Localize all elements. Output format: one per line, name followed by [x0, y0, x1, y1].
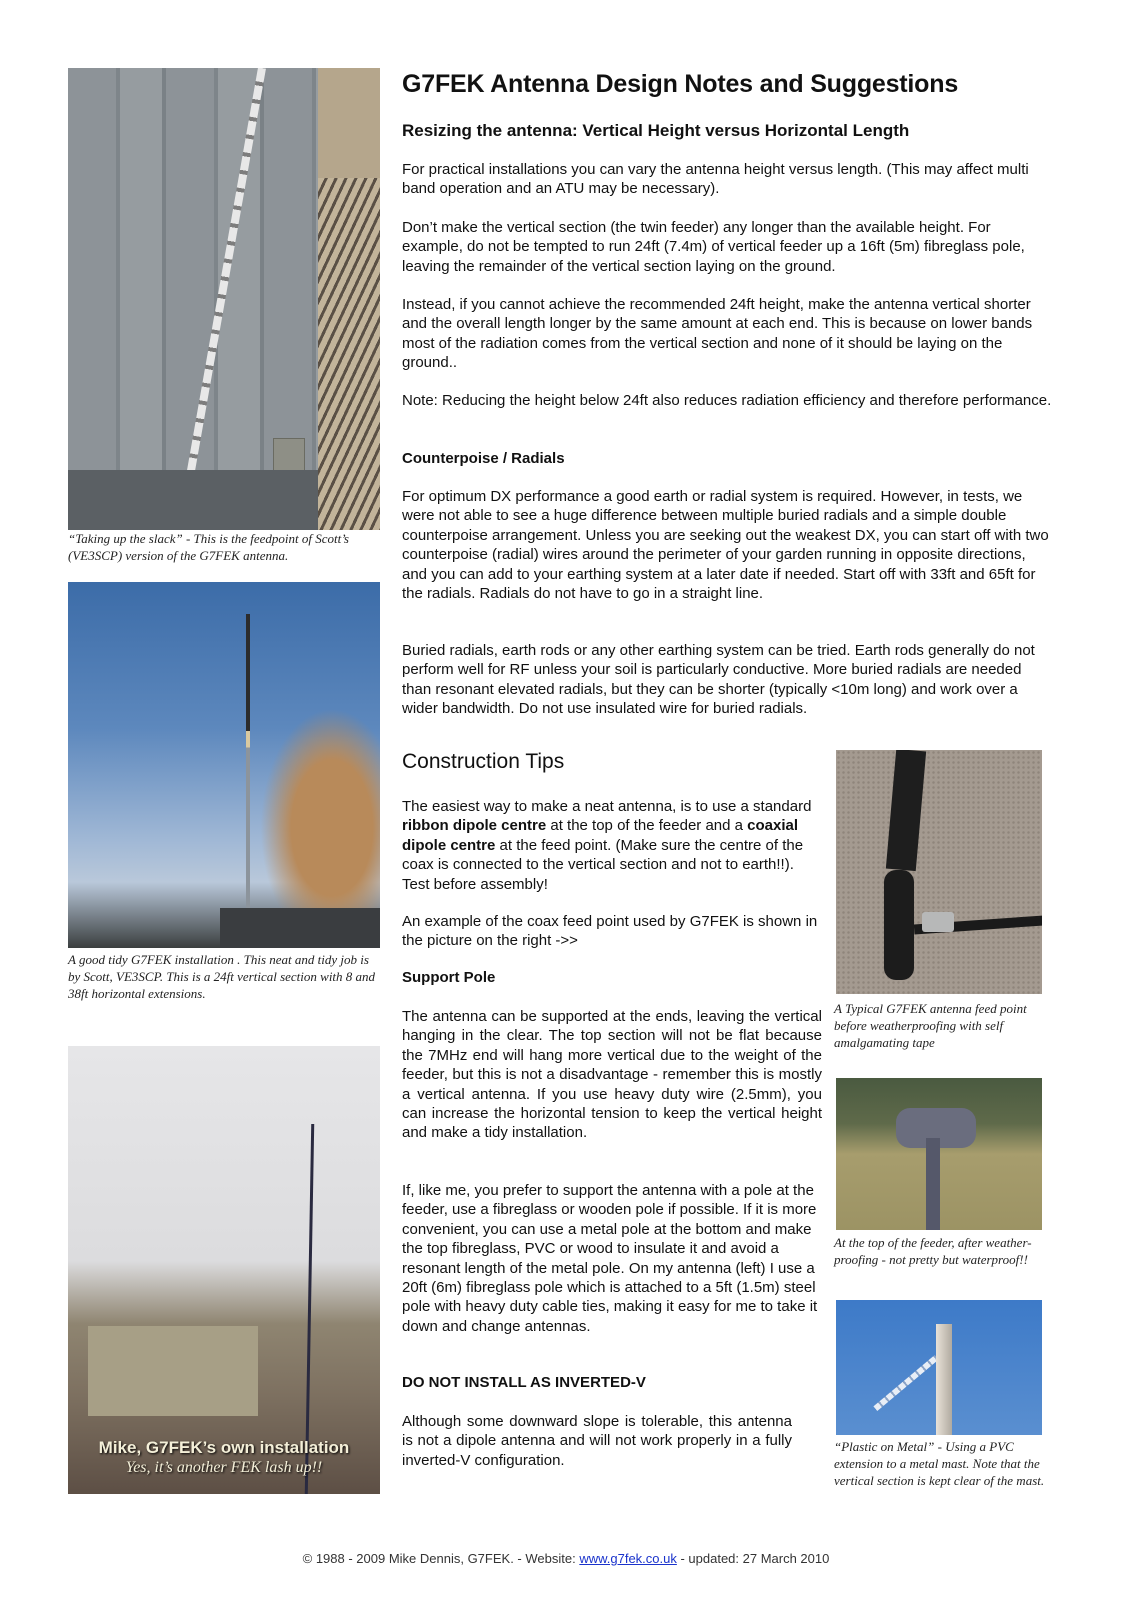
paragraph: The antenna can be supported at the ends, leaving the vertical hanging in the clear. The top section will not be flat because the 7MHz end will hang more vertical due to the weight of the feeder, but this is not a disadvantage - remember this is mostly a vertical antenna. If you use heavy duty wire (2.5mm), you can increase the horizontal tension to keep the vertical height and make a tidy installation. — [402, 1008, 822, 1142]
paragraph: An example of the coax feed point used by G7FEK is shown in the picture on the right ->> — [402, 913, 818, 950]
photo-overlay-subtitle: Yes, it’s another FEK lash up!! — [125, 1459, 323, 1476]
twin-feeder-tape — [176, 68, 265, 530]
section-heading-construction: Construction Tips — [402, 750, 565, 773]
bold-text: ribbon dipole centre — [402, 817, 547, 835]
lattice-fence — [318, 178, 380, 530]
photo-overlay-title: Mike, G7FEK’s own installation — [98, 1438, 350, 1457]
photo-plastic-on-metal — [836, 1300, 1042, 1435]
photo-tidy-installation — [68, 582, 380, 948]
section-heading-support-pole: Support Pole — [402, 969, 496, 986]
dipole-centre — [884, 870, 914, 980]
text: The easiest way to make a neat antenna, is to use a standard — [402, 798, 812, 815]
paragraph: Buried radials, earth rods or any other earthing system can be tried. Earth rods generally do not perform well for RF unless your soil is particularly conductive. More buried radials are needed than resonant elevated radials, but they can be shorter (typically <10m long) and work over a wider bandwidth. Do not use insulated wire for buried radials. — [402, 642, 1035, 718]
paragraph: Instead, if you cannot achieve the recommended 24ft height, make the antenna vertical shorter and the overall length longer by the same amount at each end. This is because on lower bands most of the radiation comes from the vertical section and none of it should be laying on the ground.. — [402, 296, 1033, 372]
footer — [0, 1551, 1132, 1566]
paragraph: If, like me, you prefer to support the antenna with a pole at the feeder, use a fibreglass or wooden pole if possible. If it is more convenient, you can use a metal pole at the bottom and make the top fibreglass, PVC or wood to insulate it and avoid a resonant length of the metal pole. On my antenna (left) I use a 20ft (6m) fibreglass pole which is attached to a 5ft (1.5m) steel pole with heavy duty cable ties, making it easy for me to take it down and change antennas. — [402, 1182, 818, 1335]
section-heading-counterpoise: Counterpoise / Radials — [402, 450, 565, 467]
section-heading-inverted-v: DO NOT INSTALL AS INVERTED-V — [402, 1374, 646, 1391]
bold-text: coaxial dipole centre — [402, 817, 799, 854]
section-heading-resizing: Resizing the antenna: Vertical Height versus Horizontal Length — [402, 121, 910, 140]
feeder-strap — [926, 1138, 940, 1230]
house — [88, 1326, 258, 1416]
photo-mike-installation — [68, 1046, 380, 1494]
autumn-tree — [260, 708, 380, 908]
footer-updated: - updated: 27 March 2010 — [676, 1551, 830, 1566]
page-title: G7FEK Antenna Design Notes and Suggestions — [402, 70, 959, 98]
caption-tidy-installation: A good tidy G7FEK installation . This neat and tidy job is by Scott, VE3SCP. This is a 24ft vertical section with 8 and 38ft horizontal extensions. — [68, 952, 376, 1001]
paragraph: For practical installations you can vary the antenna height versus length. (This may affect multi band operation and an ATU may be necessary). — [402, 161, 1029, 198]
footer-copyright: © 1988 - 2009 Mike Dennis, G7FEK. - Website: — [302, 1551, 580, 1566]
paragraph: For optimum DX performance a good earth or radial system is required. However, in tests, we were not able to see a huge difference between multiple buried radials and a simple double counterpoise arrangement. Unless you are seeking out the weakest DX, you can start off with two counterpoise (radial) wires around the perimeter of your garden running in opposite directions, and you can add to your earthing system at a later date if needed. Start off with 33ft and 65ft for the radials. Radials do not have to go in a straight line. — [402, 488, 1049, 603]
paragraph-construction — [402, 797, 822, 894]
photo-feeder-top — [836, 1078, 1042, 1230]
text: at the top of the feeder and a — [546, 817, 748, 835]
photo-scott-feedpoint — [68, 68, 380, 530]
website-link[interactable]: www.g7fek.co.uk — [579, 1551, 677, 1566]
caption-plastic-on-metal: “Plastic on Metal” - Using a PVC extension to a metal mast. Note that the vertical section is kept clear of the mast. — [834, 1439, 1045, 1488]
ribbon-feeder — [886, 750, 926, 871]
fence — [220, 908, 380, 948]
caption-feeder-top: At the top of the feeder, after weather-proofing - not pretty but waterproof!! — [834, 1235, 1032, 1267]
ground-shadow — [68, 470, 318, 530]
paragraph: Don’t make the vertical section (the twin feeder) any longer than the available height. For example, do not be tempted to run 24ft (7.4m) of vertical feeder up a 16ft (5m) fibreglass pole, leaving the remainder of the vertical section laying on the ground. — [402, 219, 1025, 275]
photo-typical-feed-point — [836, 750, 1042, 994]
coax-connector — [922, 912, 954, 932]
paragraph: Note: Reducing the height below 24ft also reduces radiation efficiency and therefore performance. — [402, 392, 1052, 409]
pvc-extension — [936, 1324, 952, 1435]
antenna-mast — [246, 614, 250, 948]
caption-typical-feed-point: A Typical G7FEK antenna feed point before weatherproofing with self amalgamating tape — [834, 1001, 1027, 1050]
paragraph: Although some downward slope is tolerable, this antenna is not a dipole antenna and will not work properly in a fully inverted-V configuration. — [402, 1413, 792, 1469]
caption-scott-feedpoint: “Taking up the slack” - This is the feedpoint of Scott’s (VE3SCP) version of the G7FEK antenna. — [68, 531, 349, 563]
ribbon-feeder — [873, 1355, 938, 1411]
text: at the feed point. (Make sure the centre of the coax is connected to the vertical section and not to earth!!). Test before assembly! — [402, 836, 804, 893]
